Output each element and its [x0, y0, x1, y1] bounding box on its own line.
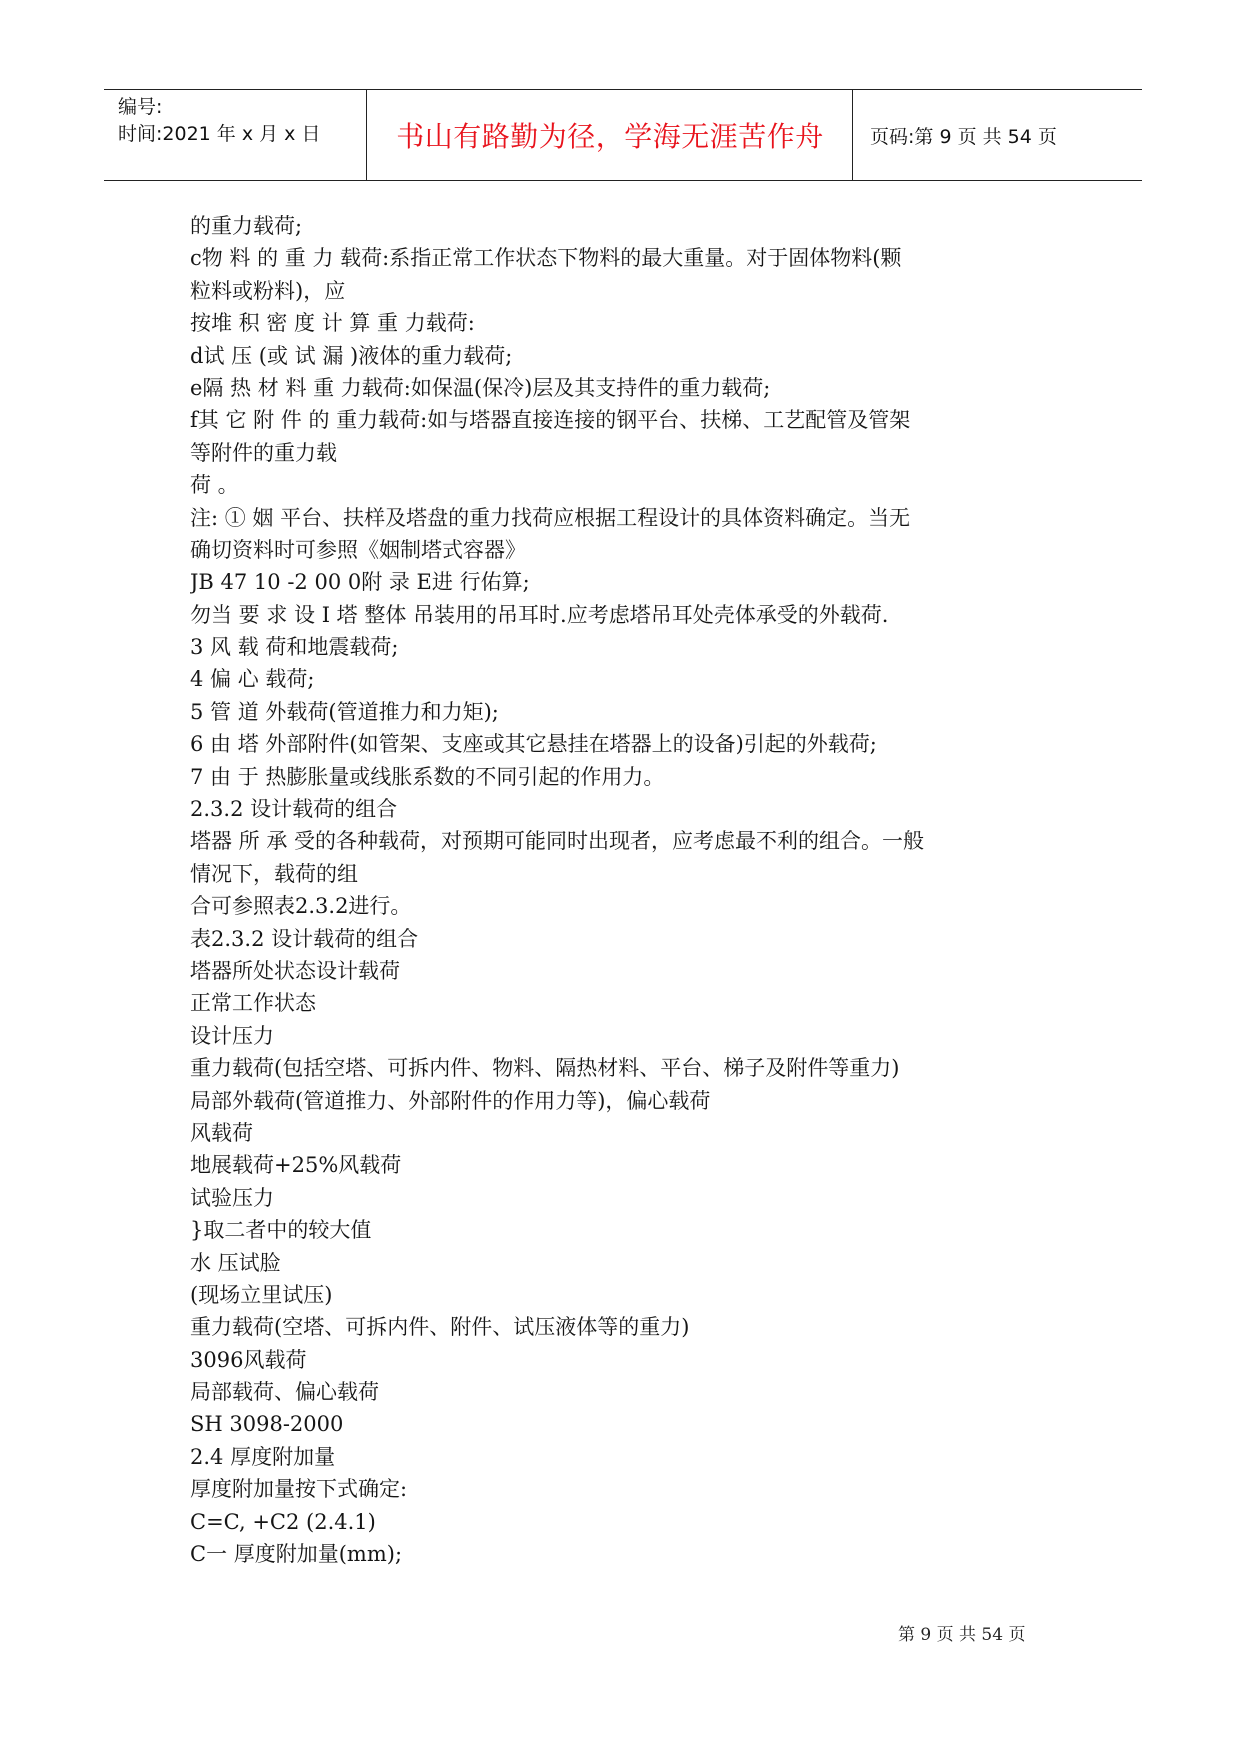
- body-text-line: 合可参照表2.3.2进行。: [190, 894, 412, 919]
- body-text-line: 局部外载荷(管道推力、外部附件的作用力等)，偏心载荷: [190, 1088, 711, 1113]
- body-text-line: c物 料 的 重 力 载荷:系指正常工作状态下物料的最大重量。对于固体物料(颗: [190, 246, 902, 271]
- body-text-line: (现场立里试压): [190, 1282, 333, 1307]
- page-footer: 第 9 页 共 54 页: [898, 1625, 1026, 1645]
- body-text-line: 的重力载荷;: [190, 214, 303, 238]
- body-text-line: 设计压力: [190, 1023, 274, 1048]
- body-text-line: 试验压力: [190, 1185, 274, 1210]
- body-text-line: 4 偏 心 载荷;: [190, 667, 315, 692]
- body-text-line: 水 压试脸: [190, 1250, 281, 1275]
- body-text-line: 重力载荷(空塔、可拆内件、附件、试压液体等的重力): [190, 1315, 690, 1340]
- body-text-line: 风载荷: [190, 1120, 253, 1145]
- body-text-line: 3 风 载 荷和地震载荷;: [190, 635, 399, 660]
- body-text-line: 7 由 于 热膨胀量或线胀系数的不同引起的作用力。: [190, 764, 665, 789]
- body-text-line: 塔器所处状态设计载荷: [190, 958, 400, 983]
- serial-number-label: 编号:: [118, 96, 163, 118]
- body-text-line: 确切资料时可参照《姻制塔式容器》: [190, 537, 526, 562]
- body-text-line: 5 管 道 外载荷(管道推力和力矩);: [190, 699, 499, 724]
- header-divider: [852, 90, 853, 180]
- body-text-line: 表2.3.2 设计载荷的组合: [190, 926, 419, 951]
- time-label: 时间:2021 年 x 月 x 日: [118, 123, 321, 145]
- header-motto: 书山有路勤为径，学海无涯苦作舟: [396, 120, 824, 153]
- body-text-line: 6 由 塔 外部附件(如管架、支座或其它悬挂在塔器上的设备)引起的外载荷;: [190, 732, 877, 757]
- body-text-line: 勿当 要 求 设 I 塔 整体 吊装用的吊耳时.应考虑塔吊耳处壳体承受的外载荷.: [190, 602, 889, 627]
- body-text-line: C=C, +C2 (2.4.1): [190, 1509, 376, 1534]
- body-text-line: 重力载荷(包括空塔、可拆内件、物料、隔热材料、平台、梯子及附件等重力): [190, 1056, 900, 1081]
- body-text-line: d试 压 (或 试 漏 )液体的重力载荷;: [190, 343, 513, 368]
- body-text-line: 等附件的重力载: [190, 440, 337, 465]
- document-body: [190, 210, 1070, 1570]
- body-text-line: 2.4 厚度附加量: [190, 1444, 336, 1469]
- header-page-info: 页码:第 9 页 共 54 页: [870, 125, 1057, 148]
- body-text-line: }取二者中的较大值: [190, 1218, 372, 1243]
- body-text-line: 正常工作状态: [190, 991, 316, 1016]
- body-text-line: e隔 热 材 料 重 力载荷:如保温(保冷)层及其支持件的重力载荷;: [190, 375, 771, 400]
- body-text-line: 3096风载荷: [190, 1347, 307, 1372]
- body-text-line: C一 厚度附加量(mm);: [190, 1542, 403, 1567]
- body-text-line: 2.3.2 设计载荷的组合: [190, 797, 398, 822]
- body-text-line: 粒料或粉料)，应: [190, 278, 346, 303]
- body-text-line: 按堆 积 密 度 计 算 重 力载荷:: [190, 311, 475, 336]
- body-text-line: f其 它 附 件 的 重力载荷:如与塔器直接连接的钢平台、扶梯、工艺配管及管架: [190, 408, 911, 433]
- body-text-line: SH 3098-2000: [190, 1412, 344, 1437]
- body-text-line: 厚度附加量按下式确定:: [190, 1477, 408, 1502]
- page-header: [104, 89, 1142, 181]
- header-divider: [366, 90, 367, 180]
- body-text-line: 地展载荷+25%风载荷: [190, 1153, 402, 1178]
- body-text-line: JB 47 10 -2 00 0附 录 E进 行佑算;: [190, 570, 530, 595]
- body-text-line: 局部载荷、偏心载荷: [190, 1380, 379, 1405]
- body-text-line: 荷 。: [190, 473, 239, 498]
- body-text-line: 情况下，载荷的组: [190, 861, 358, 886]
- body-text-line: 塔器 所 承 受的各种载荷，对预期可能同时出现者，应考虑最不利的组合。一般: [190, 829, 925, 854]
- body-text-line: 注: ① 姻 平台、扶样及塔盘的重力找荷应根据工程设计的具体资料确定。当无: [190, 505, 911, 530]
